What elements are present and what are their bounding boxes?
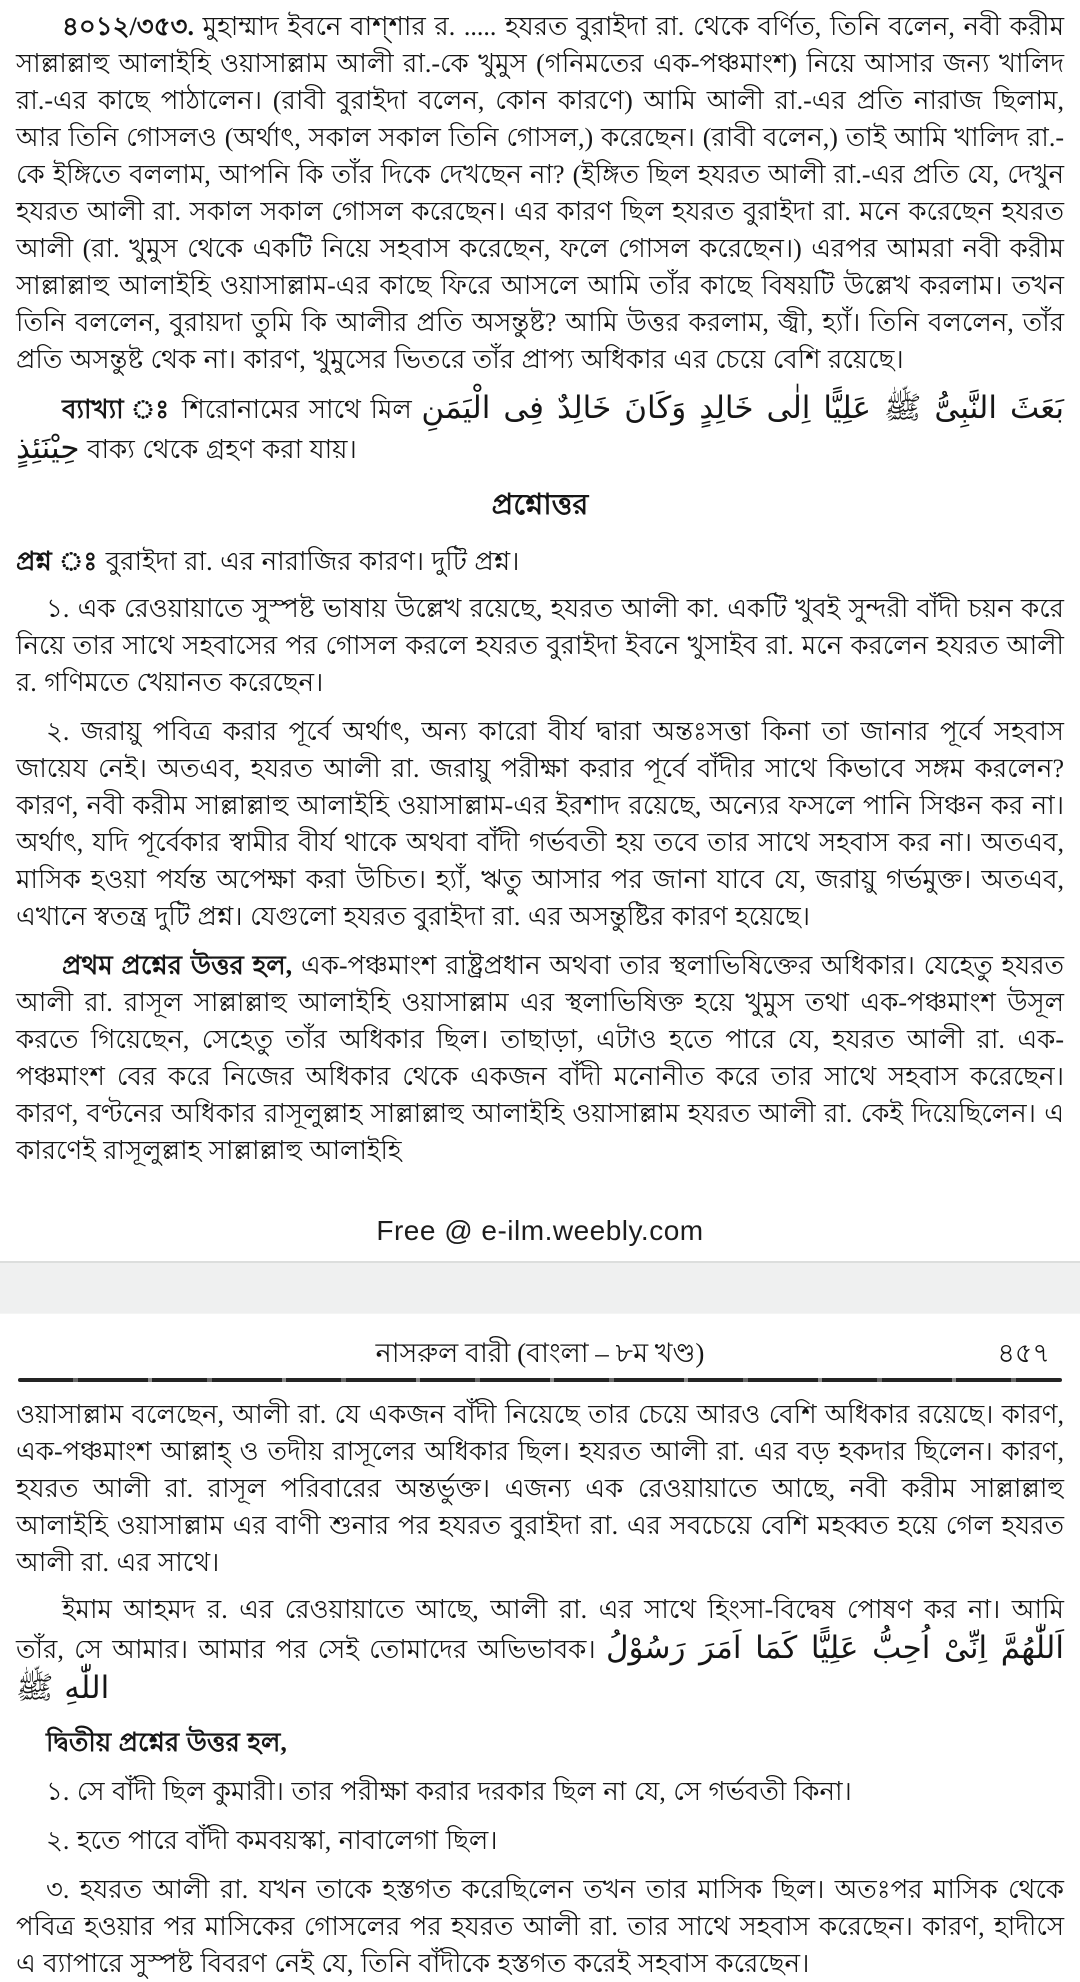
- explanation-paragraph: [16, 388, 1064, 468]
- hadith-text: মুহাম্মাদ ইবনে বাশ্শার র. ..... হযরত বুরাইদা রা. থেকে বর্ণিত, তিনি বলেন, নবী করীম সাল্লাল্লাহু আলাইহি ওয়াসাল্লাম আলী রা.-কে খুমুস (গনিমতের এক-পঞ্চমাংশ) নিয়ে আসার জন্য খালিদ রা.-এর কাছে পাঠালেন। (রাবী বুরাইদা বলেন, কোন কারণে) আমি আলী রা.-এর প্রতি নারাজ ছিলাম, আর তিনি গোসলও (অর্থাৎ, সকাল সকাল তিনি গোসল,) করেছেন। (রাবী বলেন,) তাই আমি খালিদ রা.-কে ইঙ্গিতে বললাম, আপনি কি তাঁর দিকে দেখছেন না? (ইঙ্গিত ছিল হযরত আলী রা.-এর প্রতি যে, দেখুন হযরত আলী রা. সকাল সকাল গোসল করেছেন। এর কারণ ছিল হযরত বুরাইদা রা. মনে করেছেন হযরত আলী (রা. খুমুস থেকে একটি নিয়ে সহবাস করেছেন, ফলে গোসল করেছেন।) এরপর আমরা নবী করীম সাল্লাল্লাহু আলাইহি ওয়াসাল্লাম-এর কাছে ফিরে আসলে আমি তাঁর কাছে বিষয়টি উল্লেখ করলাম। তখন তিনি বললেন, বুরায়দা তুমি কি আলীর প্রতি অসন্তুষ্ট? আমি উত্তর করলাম, জ্বী, হ্যাঁ। তিনি বললেন, তাঁর প্রতি অসন্তুষ্ট থেক না। কারণ, খুমুসের ভিতরে তাঁর প্রাপ্য অধিকার এর চেয়ে বেশি রয়েছে।: [16, 12, 1065, 374]
- explanation-label: ব্যাখ্যা ঃ: [62, 395, 173, 424]
- second-answer-heading: দ্বিতীয় প্রশ্নের উত্তর হল,: [46, 1728, 287, 1757]
- explanation-intro: শিরোনামের সাথে মিল: [181, 395, 412, 424]
- imam-ahmad-text: ইমাম আহমদ র. এর রেওয়ায়াতে আছে, আলী রা. এর সাথে হিংসা-বিদ্বেষ পোষণ কর না। আমি তাঁর, সে আমার। আমার পর সেই তোমাদের অভিভাবক।: [16, 1595, 1064, 1664]
- page-divider: [0, 1261, 1080, 1314]
- first-answer-text: এক-পঞ্চমাংশ রাষ্ট্রপ্রধান অথবা তার স্থলাভিষিক্তের অধিকার। যেহেতু হযরত আলী রা. রাসূল সাল্লাল্লাহু আলাইহি ওয়াসাল্লাম এর স্থলাভিষিক্ত হয়ে খুমুস তথা এক-পঞ্চমাংশ উসূল করতে গিয়েছেন, সেহেতু তাঁর অধিকার ছিল। তাছাড়া, এটাও হতে পারে যে, হযরত আলী রা. এক-পঞ্চমাংশ বের করে নিজের অধিকার থেকে একজন বাঁদী মনোনীত করে তার সাথে সহবাস করেছেন। কারণ, বণ্টনের অধিকার রাসূলুল্লাহ সাল্লাল্লাহু আলাইহি ওয়াসাল্লাম হযরত আলী রা. কেই দিয়েছিলেন। এ কারণেই রাসূলুল্লাহ সাল্লাল্লাহু আলাইহি: [16, 951, 1064, 1165]
- page-header: [16, 1336, 1064, 1370]
- imam-ahmad-paragraph: [16, 1591, 1064, 1708]
- continuation-paragraph: ওয়াসাল্লাম বলেছেন, আলী রা. যে একজন বাঁদী নিয়েছে তার চেয়ে আরও বেশি অধিকার রয়েছে। কারণ, এক-পঞ্চমাংশ আল্লাহ্‌ ও তদীয় রাসূলের অধিকার ছিল। হযরত আলী রা. এর বড় হকদার ছিলেন। কারণ, হযরত আলী রা. রাসূল পরিবারের অন্তর্ভুক্ত। এজন্য এক রেওয়ায়াতে আছে, নবী করীম সাল্লাল্লাহু আলাইহি ওয়াসাল্লাম এর বাণী শুনার পর হযরত বুরাইদা রা. এর সবচেয়ে বেশি মহব্বত হয়ে গেল হযরত আলী রা. এর সাথে।: [16, 1400, 1064, 1577]
- hadith-number: ৪০১২/৩৫৩.: [62, 12, 194, 41]
- page-number: ৪৫৭: [997, 1338, 1050, 1368]
- book-title: নাসরুল বারী (বাংলা – ৮ম খণ্ড): [375, 1338, 705, 1368]
- question-point-1: ১. এক রেওয়ায়াতে সুস্পষ্ট ভাষায় উল্লেখ রয়েছে, হযরত আলী কা. একটি খুবই সুন্দরী বাঁদী চয়ন করে নিয়ে তার সাথে সহবাসের পর গোসল করলে হযরত বুরাইদা ইবনে খুসাইব রা. মনে করলেন হযরত আলী র. গণিমতে খেয়ানত করেছেন।: [16, 594, 1064, 697]
- scanned-page-2: [0, 1314, 1080, 1982]
- watermark-text: Free @ e-ilm.weebly.com: [376, 1215, 704, 1246]
- answer-point-2: ২. হতে পারে বাঁদী কমবয়স্কা, নাবালেগা ছিল।: [46, 1826, 498, 1855]
- explanation-closing: বাক্য থেকে গ্রহণ করা যায়।: [87, 435, 357, 464]
- arabic-quote-1: بَعَثَ النَّبِىُّ ﷺ عَلِيًّا اِلٰى خَالِدٍ وَكَانَ خَالِدٌ فِى الْيَمَنِ حِيْنَئِذٍ: [16, 390, 1065, 466]
- answer-point-3: ৩. হযরত আলী রা. যখন তাকে হস্তগত করেছিলেন তখন তার মাসিক ছিল। অতঃপর মাসিক থেকে পবিত্র হওয়ার পর মাসিকের গোসলের পর হযরত আলী রা. তার সাথে সহবাস করেছেন। কারণ, হাদীসে এ ব্যাপারে সুস্পষ্ট বিবরণ নেই যে, তিনি বাঁদীকে হস্তগত করেই সহবাস করেছেন।: [16, 1875, 1064, 1978]
- qa-section-heading: প্রশ্নোত্তর: [491, 489, 589, 521]
- answer-point-1: ১. সে বাঁদী ছিল কুমারী। তার পরীক্ষা করার দরকার ছিল না যে, সে গর্ভবতী কিনা।: [46, 1777, 852, 1806]
- header-rule: [18, 1378, 1062, 1382]
- first-answer-paragraph: [16, 947, 1064, 1169]
- question-paragraph: [16, 543, 1064, 580]
- question-text: বুরাইদা রা. এর নারাজির কারণ। দুটি প্রশ্ন।: [105, 547, 520, 576]
- arabic-quote-2: اَللّٰهُمَّ اِنِّىْ اُحِبُّ عَلِيًّا كَمَا اَمَرَ رَسُوْلُ اللّٰهِ ﷺ: [16, 1630, 1064, 1706]
- question-point-2: ২. জরায়ু পবিত্র করার পূর্বে অর্থাৎ, অন্য কারো বীর্য দ্বারা অন্তঃসত্তা কিনা তা জানার পূর্বে সহবাস জায়েয নেই। অতএব, হযরত আলী রা. জরায়ু পরীক্ষা করার পূর্বে বাঁদীর সাথে কিভাবে সঙ্গম করলেন? কারণ, নবী করীম সাল্লাল্লাহু আলাইহি ওয়াসাল্লাম-এর ইরশাদ রয়েছে, অন্যের ফসলে পানি সিঞ্চন কর না। অর্থাৎ, যদি পূর্বেকার স্বামীর বীর্য থাকে অথবা বাঁদী গর্ভবতী হয় তবে তার সাথে সহবাস কর না। অতএব, মাসিক হওয়া পর্যন্ত অপেক্ষা করা উচিত। হ্যাঁ, ঋতু আসার পর জানা যাবে যে, জরায়ু গর্ভমুক্ত। অতএব, এখানে স্বতন্ত্র দুটি প্রশ্ন। যেগুলো হযরত বুরাইদা রা. এর অসন্তুষ্টির কারণ হয়েছে।: [16, 717, 1064, 931]
- first-answer-lead: প্রথম প্রশ্নের উত্তর হল,: [62, 951, 293, 980]
- question-label: প্রশ্ন ঃ: [16, 547, 99, 576]
- hadith-paragraph: [16, 8, 1064, 378]
